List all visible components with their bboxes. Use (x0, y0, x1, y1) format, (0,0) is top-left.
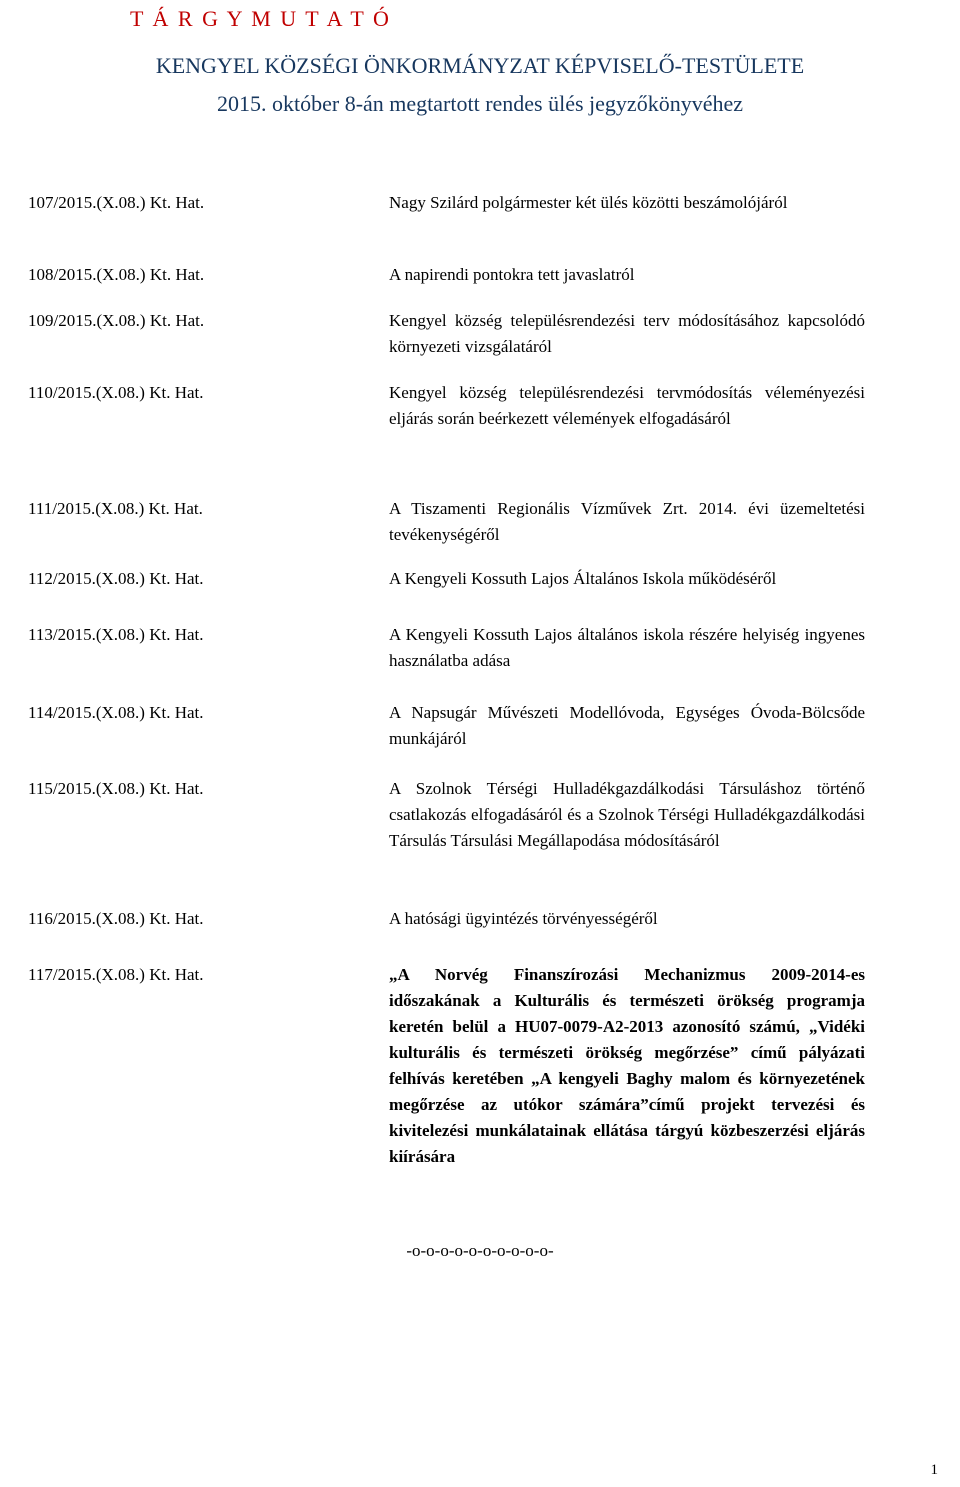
resolution-title: Kengyel község településrendezési tervmódosítás véleményezési eljárás során beérkezett vélemények elfogadásáról (389, 383, 865, 428)
resolution-title: A Tiszamenti Regionális Vízművek Zrt. 2014. évi üzemeltetési tevékenységéről (389, 499, 865, 544)
resolution-title: Kengyel község településrendezési terv módosításához kapcsolódó környezeti vizsgálatáról (389, 311, 865, 356)
resolution-number: 113/2015.(X.08.) Kt. Hat. (28, 625, 204, 644)
resolution-number: 108/2015.(X.08.) Kt. Hat. (28, 265, 205, 284)
document-title: T Á R G Y M U T A T Ó (130, 6, 391, 31)
resolution-number: 109/2015.(X.08.) Kt. Hat. (28, 311, 205, 330)
resolution-number: 115/2015.(X.08.) Kt. Hat. (28, 779, 204, 798)
resolution-number: 107/2015.(X.08.) Kt. Hat. (28, 193, 205, 212)
document-subtitle-body: KENGYEL KÖZSÉGI ÖNKORMÁNYZAT KÉPVISELŐ-TESTÜLETE (155, 53, 805, 78)
end-separator: -o-o-o-o-o-o-o-o-o-o- (406, 1241, 554, 1260)
resolution-number: 116/2015.(X.08.) Kt. Hat. (28, 909, 204, 928)
resolution-number: 114/2015.(X.08.) Kt. Hat. (28, 703, 204, 722)
resolution-title: A Szolnok Térségi Hulladékgazdálkodási Társuláshoz történő csatlakozás elfogadásáról és a Szolnok Térségi Hulladékgazdálkodási Társulás Társulási Megállapodása módosításáról (389, 779, 865, 850)
resolution-number: 110/2015.(X.08.) Kt. Hat. (28, 383, 204, 402)
document-subtitle-meeting: 2015. október 8-án megtartott rendes ülés jegyzőkönyvéhez (216, 91, 743, 116)
resolution-title: A napirendi pontokra tett javaslatról (389, 265, 635, 284)
resolution-title: A hatósági ügyintézés törvényességéről (389, 909, 658, 928)
resolution-title: A Napsugár Művészeti Modellóvoda, Egységes Óvoda-Bölcsőde munkájáról (389, 703, 865, 748)
resolution-title: „A Norvég Finanszírozási Mechanizmus 2009-2014-es időszakának a Kulturális és természeti örökség programja keretén belül a HU07-0079-A2-2013 azonosító számú, „Vidéki kulturális és természeti örökség megőrzése” című pályázati felhívás keretében „A kengyeli Baghy malom és környezetének megőrzése az utókor számára”című projekt tervezési és kivitelezési munkálatainak ellátása tárgyú közbeszerzési eljárás kiírására (389, 965, 865, 1166)
resolution-number: 112/2015.(X.08.) Kt. Hat. (28, 569, 204, 588)
resolution-title: A Kengyeli Kossuth Lajos általános iskola részére helyiség ingyenes használatba adása (389, 625, 865, 670)
resolution-number: 117/2015.(X.08.) Kt. Hat. (28, 965, 204, 984)
resolution-title: A Kengyeli Kossuth Lajos Általános Iskola működéséről (389, 569, 777, 588)
page-number: 1 (930, 1462, 938, 1478)
resolution-number: 111/2015.(X.08.) Kt. Hat. (28, 499, 203, 518)
resolution-title: Nagy Szilárd polgármester két ülés közötti beszámolójáról (389, 193, 788, 212)
